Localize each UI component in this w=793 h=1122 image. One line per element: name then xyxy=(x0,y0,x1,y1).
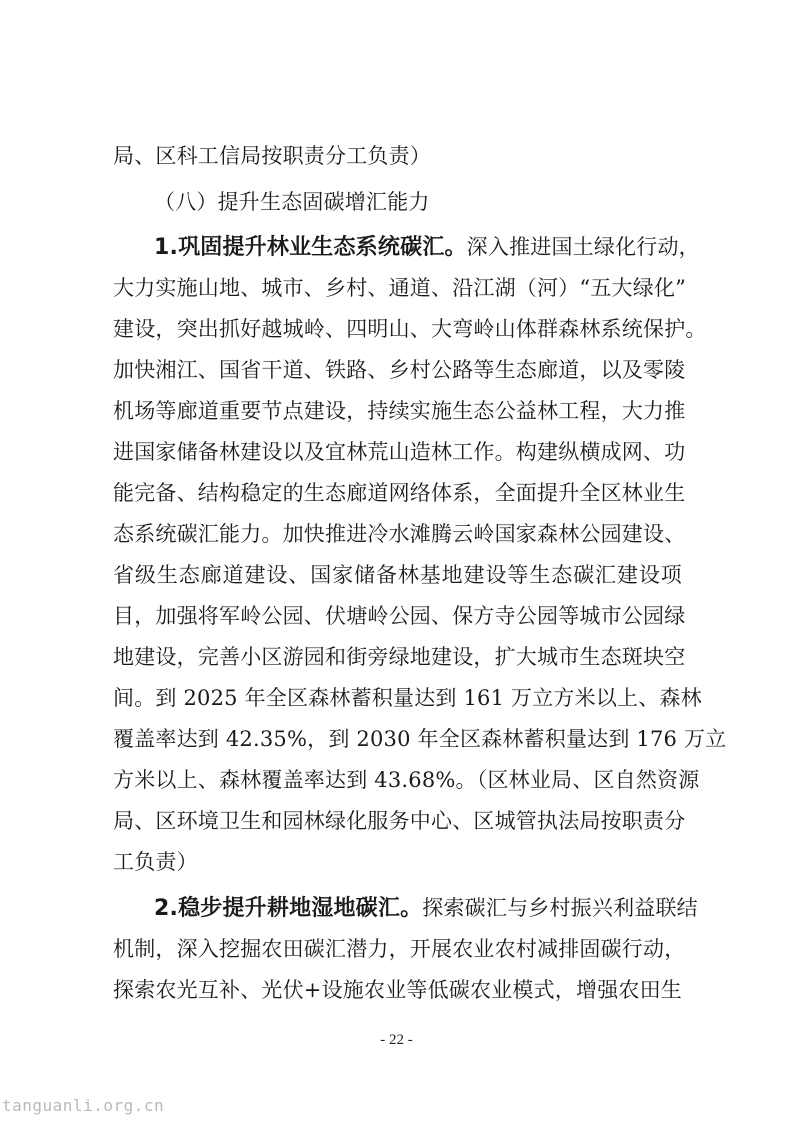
paragraph-line xyxy=(154,894,698,923)
item-heading: 2.稳步提升耕地湿地碳汇。 xyxy=(154,896,423,921)
paragraph-line: 局、区环境卫生和园林绿化服务中心、区城管执法局按职责分 xyxy=(113,809,686,833)
paragraph-text: 深入推进国土绿化行动， xyxy=(466,235,700,259)
paragraph-line: 大力实施山地、城市、乡村、通道、沿江湖（河）“五大绿化” xyxy=(113,276,687,300)
paragraph-line: 方米以上、森林覆盖率达到 43.68%。（区林业局、区自然资源 xyxy=(113,768,700,792)
paragraph-line: 机场等廊道重要节点建设，持续实施生态公益林工程，大力推 xyxy=(113,399,686,423)
paragraph-line: 探索农光互补、光伏+设施农业等低碳农业模式，增强农田生 xyxy=(113,978,682,1002)
paragraph-line: 地建设，完善小区游园和街旁绿地建设，扩大城市生态斑块空 xyxy=(113,645,686,669)
paragraph-line xyxy=(154,233,700,262)
paragraph-line: 机制，深入挖掘农田碳汇潜力，开展农业农村减排固碳行动， xyxy=(113,937,686,961)
paragraph-line: 间。到 2025 年全区森林蓄积量达到 161 万立方米以上、森林 xyxy=(113,686,702,710)
paragraph-line: 局、区科工信局按职责分工负责） xyxy=(113,144,431,168)
paragraph-line: 能完备、结构稳定的生态廊道网络体系，全面提升全区林业生 xyxy=(113,481,686,505)
paragraph-line: 加快湘江、国省干道、铁路、乡村公路等生态廊道，以及零陵 xyxy=(113,358,686,382)
paragraph-line: 覆盖率达到 42.35%，到 2030 年全区森林蓄积量达到 176 万立 xyxy=(113,727,727,751)
paragraph-line: 态系统碳汇能力。加快推进冷水滩腾云岭国家森林公园建设、 xyxy=(113,522,686,546)
watermark: tanguanli.org.cn xyxy=(2,1096,165,1115)
paragraph-text: 探索碳汇与乡村振兴利益联结 xyxy=(422,896,698,920)
item-heading: 1.巩固提升林业生态系统碳汇。 xyxy=(154,235,467,260)
paragraph-line: 进国家储备林建设以及宜林荒山造林工作。构建纵横成网、功 xyxy=(113,440,686,464)
section-heading: （八）提升生态固碳增汇能力 xyxy=(154,190,430,214)
page-number: - 22 - xyxy=(380,1032,413,1048)
paragraph-line: 工负责） xyxy=(113,850,198,874)
paragraph-line: 建设，突出抓好越城岭、四明山、大弯岭山体群森林系统保护。 xyxy=(113,317,707,341)
paragraph-line: 省级生态廊道建设、国家储备林基地建设等生态碳汇建设项 xyxy=(113,563,682,587)
paragraph-line: 目，加强将军岭公园、伏塘岭公园、保方寺公园等城市公园绿 xyxy=(113,604,686,628)
